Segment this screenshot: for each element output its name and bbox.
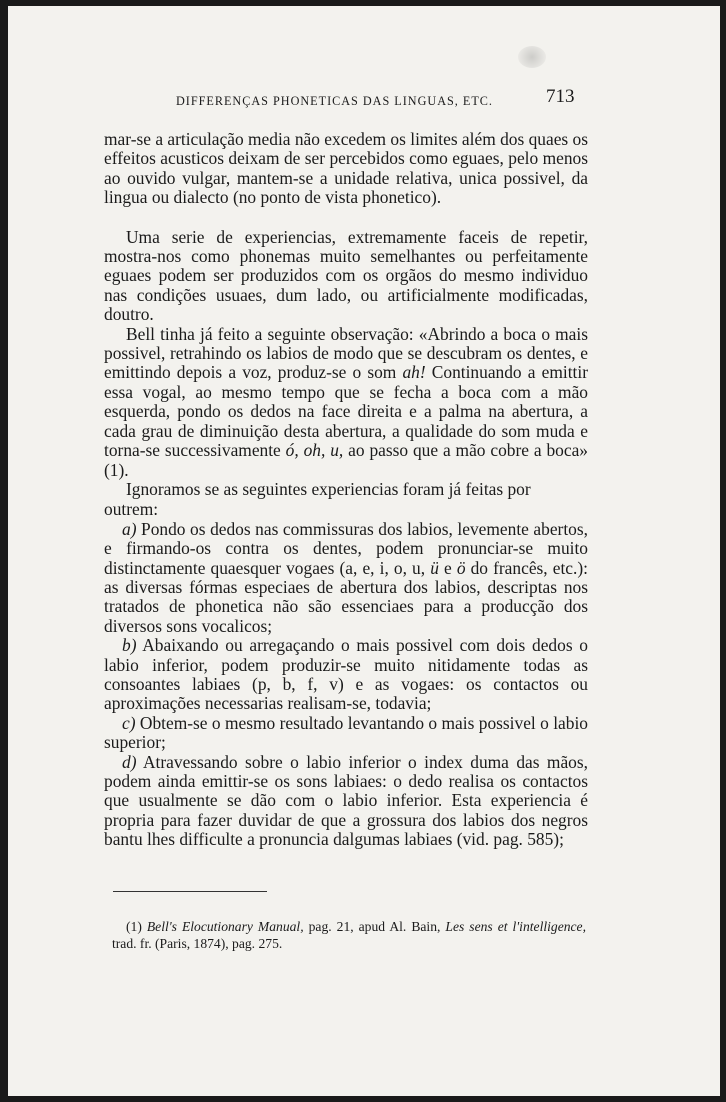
item-label: c): [122, 712, 136, 733]
item-label: b): [122, 635, 137, 656]
footnote: [112, 918, 586, 952]
item-label: d): [122, 751, 137, 772]
list-item-a: a) Pondo os dedos nas commissuras dos labios, levemente abertos, e firmando-os contra os dentes, podem pronunciar-se muito distinctamente quaesquer vogaes (a, e, i, o, u, ü e ö do francês, etc.): as diversas fórmas especiaes de abertura dos labios, descriptas nos tratados de phonetica não são essenciaes para a producção dos diversos sons vocalicos;: [104, 518, 588, 636]
book-page: [8, 6, 720, 1096]
list-item-d: d) Atravessando sobre o labio inferior o index duma das mãos, podem ainda emittir-se os sons labiaes: o dedo realisa os contactos que usualmente se dão com o labio inferior. Esta experiencia é propria para fazer duvidar de que a grossura dos labios dos negros bantu lhes difficulte a pronuncia dalgumas labiaes (vid. pag. 585);: [104, 751, 588, 850]
footnote-divider: [113, 891, 267, 892]
list-item-b: b) Abaixando ou arregaçando o mais possivel com dois dedos o labio inferior, podem produzir-se muito nitidamente todas as consoantes labiaes (p, b, f, v) e as vogaes: os contactos ou aproximações necessarias realisam-se, todavia;: [104, 635, 588, 714]
scan-smudge: [518, 46, 546, 68]
emphasis-ah: ah!: [402, 362, 426, 383]
list-item-c: c) Obtem-se o mesmo resultado levantando o mais possivel o labio superior;: [104, 712, 588, 753]
paragraph-1: mar-se a articulação media não excedem os limites além dos quaes os effeitos acusticos deixam de ser percebidos como eguaes, pelo menos ao ouvido vulgar, mantem-se a unidade relativa, unica possivel, da lingua ou dialecto (no ponto de vista phonetico).: [104, 129, 588, 208]
paragraph-2: Uma serie de experiencias, extremamente faceis de repetir, mostra-nos como phonemas muito semelhantes ou perfeitamente eguaes podem ser produzidos com os orgãos do mesmo individuo nas condições usuaes, dum lado, ou artificialmente modificadas, doutro.: [104, 226, 588, 325]
paragraph-4: Ignoramos se as seguintes experiencias foram já feitas por: [126, 478, 531, 499]
paragraph-3: Bell tinha já feito a seguinte observação: «Abrindo a boca o mais possivel, retrahindo os labios de modo que se descubram os dentes, e emittindo depois a voz, produz-se o som ah! Continuando a emittir essa vogal, ao mesmo tempo que se fecha a boca com a mão esquerda, pondo os dedos na face direita e a palma na abertura, a cada grau de diminuição desta abertura, a qualidade do som muda e torna-se successivamente ó, oh, u, ao passo que a mão cobre a boca» (1).: [104, 323, 588, 480]
paragraph-4-end: outrem:: [104, 499, 159, 520]
item-label: a): [122, 518, 137, 539]
page-number: 713: [546, 86, 575, 107]
footnote-1: (1) Bell's Elocutionary Manual, pag. 21, apud Al. Bain, Les sens et l'intelligence, trad. fr. (Paris, 1874), pag. 275.: [112, 919, 586, 951]
running-header: DIFFERENÇAS PHONETICAS DAS LINGUAS, ETC.: [176, 94, 493, 108]
body-text: [104, 130, 588, 850]
emphasis-vowels: ó, oh, u,: [285, 440, 344, 461]
